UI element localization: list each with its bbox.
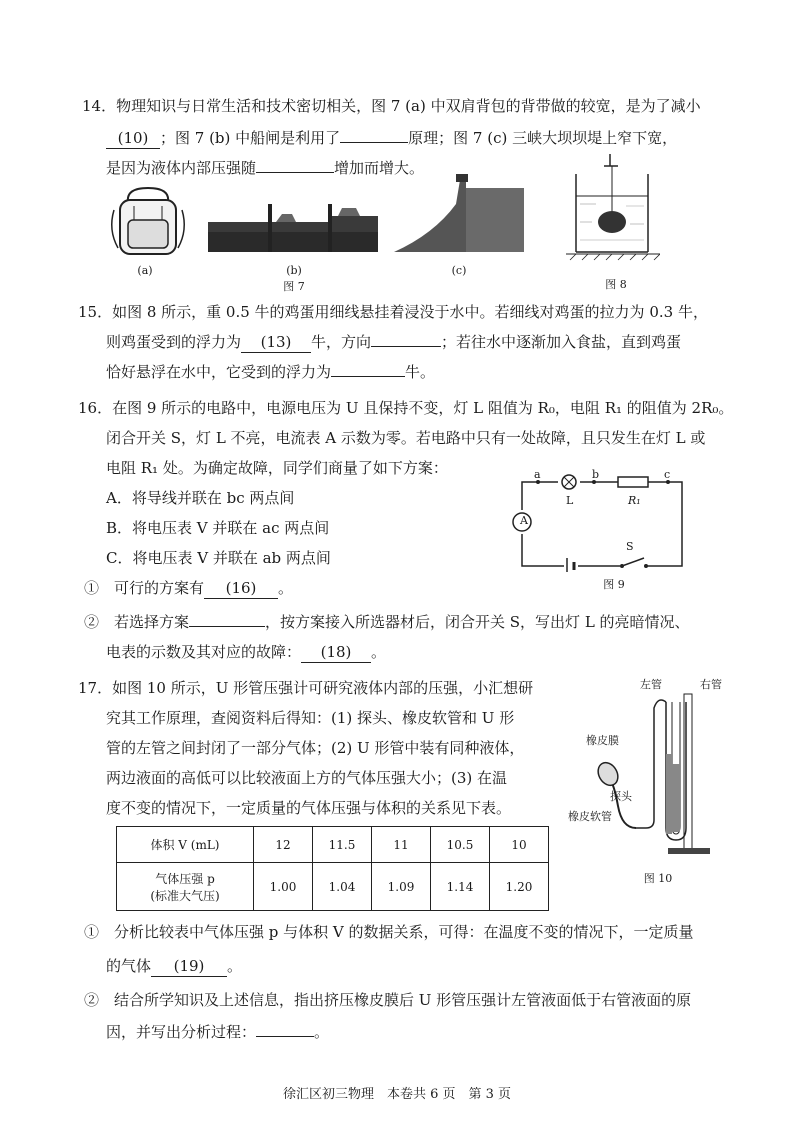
pressure-cell: 1.00 — [254, 863, 313, 911]
q17-line2: 究其工作原理，查阅资料后得知：(1) 探头、橡皮软管和 U 形 — [106, 709, 515, 727]
fig-7a-label: (a) — [137, 264, 153, 277]
egg-beaker-figure — [566, 154, 660, 266]
q16-option-c: C．将电压表 V 并联在 ab 两点间 — [106, 549, 331, 567]
pressure-row — [117, 863, 549, 911]
q17-sub1-line2: 的气体 (19) 。 — [106, 957, 243, 975]
node-b: b — [592, 468, 600, 481]
u-tube-manometer-figure — [570, 688, 740, 858]
blank-13: (13) — [241, 332, 311, 353]
lamp-label: L — [566, 494, 574, 507]
pressure-header: 气体压强 p (标准大气压) — [117, 863, 254, 911]
fig-9-caption: 图 9 — [603, 578, 625, 591]
volume-cell: 10.5 — [431, 827, 490, 863]
volume-cell: 11.5 — [313, 827, 372, 863]
q16-sub2-line2: 电表的示数及其对应的故障： (18) 。 — [106, 643, 387, 661]
node-c: c — [664, 468, 671, 481]
q16-sub1: ① 可行的方案有 (16) 。 — [84, 579, 294, 597]
pressure-cell: 1.14 — [431, 863, 490, 911]
circuit-diagram — [508, 468, 688, 572]
hose-label: 橡皮软管 — [568, 810, 612, 823]
q14-line3: 是因为液体内部压强随 增加而增大。 — [106, 159, 425, 177]
probe-label: 探头 — [610, 790, 632, 803]
switch-label: S — [626, 540, 634, 553]
ship-lock-figure — [208, 200, 378, 254]
resistor-label: R₁ — [628, 494, 641, 507]
q17-sub2-line1: ② 结合所学知识及上述信息，指出挤压橡皮膜后 U 形管压强计左管液面低于右管液面的原 — [84, 991, 692, 1009]
q17-sub2-line2: 因，并写出分析过程： 。 — [106, 1023, 330, 1041]
membrane-label: 橡皮膜 — [586, 734, 619, 747]
fig-7c-label: (c) — [451, 264, 467, 277]
pressure-cell: 1.20 — [490, 863, 549, 911]
q17-line3: 管的左管之间封闭了一部分气体；(2) U 形管中装有同种液体， — [106, 739, 525, 757]
q16-line3: 电阻 R₁ 处。为确定故障，同学们商量了如下方案： — [106, 459, 448, 477]
blank-14 — [371, 346, 441, 347]
blank-20 — [256, 1036, 314, 1037]
pressure-volume-table — [116, 826, 549, 911]
q15-line2: 则鸡蛋受到的浮力为 (13) 牛，方向 ；若往水中逐渐加入食盐，直到鸡蛋 — [106, 333, 682, 351]
q14-line1: 14．物理知识与日常生活和技术密切相关，图 7 (a) 中双肩背包的背带做的较宽，是为了减小 — [82, 97, 701, 115]
pressure-cell: 1.09 — [372, 863, 431, 911]
blank-16: (16) — [204, 578, 278, 599]
q16-sub2: ② 若选择方案 ，按方案接入所选器材后，闭合开关 S，写出灯 L 的亮暗情况、 — [84, 613, 690, 631]
right-tube-label: 右管 — [700, 678, 722, 691]
blank-18: (18) — [301, 642, 371, 663]
q15-line3: 恰好悬浮在水中，它受到的浮力为 牛。 — [106, 363, 436, 381]
q17-line5: 度不变的情况下，一定质量的气体压强与体积的关系见下表。 — [106, 799, 512, 817]
fig-10-caption: 图 10 — [643, 872, 673, 885]
fig-8-caption: 图 8 — [605, 278, 627, 291]
blank-15 — [331, 376, 405, 377]
left-tube-label: 左管 — [640, 678, 662, 691]
volume-cell: 12 — [254, 827, 313, 863]
q17-line1: 17．如图 10 所示，U 形管压强计可研究液体内部的压强，小汇想研 — [78, 679, 534, 697]
dam-figure — [394, 174, 526, 254]
q16-line2: 闭合开关 S，灯 L 不亮，电流表 A 示数为零。若电路中只有一处故障，且只发生在灯 L 或 — [106, 429, 706, 447]
fig-7b-label: (b) — [286, 264, 302, 277]
blank-19: (19) — [151, 956, 227, 977]
blank-17 — [189, 626, 265, 627]
q17-sub1-line1: ① 分析比较表中气体压强 p 与体积 V 的数据关系，可得：在温度不变的情况下，一定质量 — [84, 923, 694, 941]
blank-11 — [340, 142, 408, 143]
backpack-figure — [106, 186, 190, 258]
ammeter-label: A — [520, 514, 528, 527]
volume-row — [117, 827, 549, 863]
q16-option-b: B．将电压表 V 并联在 ac 两点间 — [106, 519, 330, 537]
q15-line1: 15．如图 8 所示，重 0.5 牛的鸡蛋用细线悬挂着浸没于水中。若细线对鸡蛋的拉力为 0.3 牛， — [78, 303, 708, 321]
volume-cell: 11 — [372, 827, 431, 863]
page-footer: 徐汇区初三物理 本卷共 6 页 第 3 页 — [282, 1087, 512, 1102]
q16-option-a: A．将导线并联在 bc 两点间 — [106, 489, 295, 507]
node-a: a — [534, 468, 541, 481]
q17-line4: 两边液面的高低可以比较液面上方的气体压强大小；(3) 在温 — [106, 769, 508, 787]
blank-12 — [256, 172, 334, 173]
fig-7-caption: 图 7 — [283, 280, 305, 293]
q14-line2: (10) ；图 7 (b) 中船闸是利用了 原理；图 7 (c) 三峡大坝坝堤上窄下宽， — [106, 128, 677, 149]
pressure-cell: 1.04 — [313, 863, 372, 911]
volume-header: 体积 V (mL) — [117, 827, 254, 863]
volume-cell: 10 — [490, 827, 549, 863]
blank-10: (10) — [106, 128, 160, 149]
q16-line1: 16．在图 9 所示的电路中，电源电压为 U 且保持不变，灯 L 阻值为 R₀，电阻 R₁ 的阻值为 2R₀。 — [78, 399, 734, 417]
